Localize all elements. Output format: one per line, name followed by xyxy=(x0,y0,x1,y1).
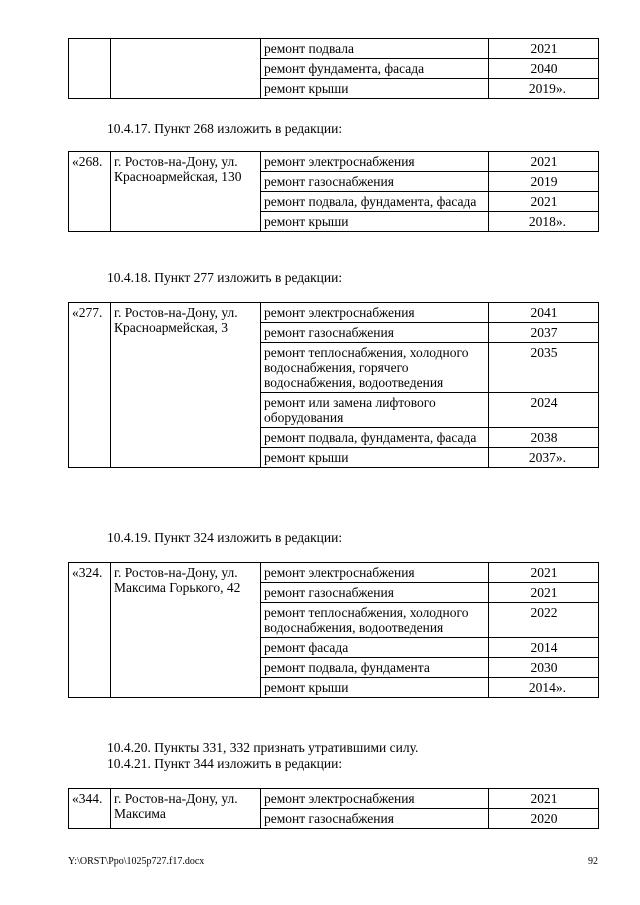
year-cell: 2038 xyxy=(489,428,599,448)
page-number: 92 xyxy=(588,856,598,867)
year-cell: 2037». xyxy=(489,448,599,468)
work-type-cell: ремонт электроснабжения xyxy=(261,152,489,172)
table-continuation xyxy=(68,38,599,99)
work-type-cell: ремонт крыши xyxy=(261,212,489,232)
work-type-cell: ремонт фасада xyxy=(261,638,489,658)
table-row xyxy=(69,39,599,59)
year-cell: 2019». xyxy=(489,79,599,99)
work-type-cell: ремонт газоснабжения xyxy=(261,323,489,343)
paragraph: 10.4.19. Пункт 324 изложить в редакции: xyxy=(107,530,343,545)
work-type-cell: ремонт теплоснабжения, холодного водоснабжения, водоотведения xyxy=(261,603,489,638)
work-type-cell: ремонт электроснабжения xyxy=(261,789,489,809)
address-cell xyxy=(111,39,261,99)
work-type-cell: ремонт крыши xyxy=(261,448,489,468)
year-cell: 2022 xyxy=(489,603,599,638)
item-number-cell: «268. xyxy=(69,152,111,232)
work-type-cell: ремонт газоснабжения xyxy=(261,583,489,603)
table-row xyxy=(69,789,599,809)
year-cell: 2021 xyxy=(489,789,599,809)
work-type-cell: ремонт фундамента, фасада xyxy=(261,59,489,79)
year-cell: 2021 xyxy=(489,152,599,172)
address-cell: г. Ростов-на-Дону, ул. Красноармейская, 3 xyxy=(111,303,261,468)
work-type-cell: ремонт подвала, фундамента xyxy=(261,658,489,678)
year-cell: 2021 xyxy=(489,563,599,583)
address-cell: г. Ростов-на-Дону, ул. Красноармейская, 130 xyxy=(111,152,261,232)
table-item-268 xyxy=(68,151,599,232)
year-cell: 2035 xyxy=(489,343,599,393)
item-number-cell xyxy=(69,39,111,99)
table-item-277 xyxy=(68,302,599,468)
table-item-324 xyxy=(68,562,599,698)
paragraph: 10.4.21. Пункт 344 изложить в редакции: xyxy=(107,756,343,771)
table-row xyxy=(69,563,599,583)
file-path: Y:\ORST\Ppo\1025p727.f17.docx xyxy=(68,856,205,867)
work-type-cell: ремонт подвала xyxy=(261,39,489,59)
address-cell: г. Ростов-на-Дону, ул. Максима Горького, 42 xyxy=(111,563,261,698)
table-row xyxy=(69,152,599,172)
year-cell: 2014 xyxy=(489,638,599,658)
work-type-cell: ремонт теплоснабжения, холодного водоснабжения, горячего водоснабжения, водоотведения xyxy=(261,343,489,393)
work-type-cell: ремонт крыши xyxy=(261,678,489,698)
item-number-cell: «344. xyxy=(69,789,111,829)
paragraph: 10.4.17. Пункт 268 изложить в редакции: xyxy=(107,121,343,136)
table-item-344 xyxy=(68,788,599,829)
work-type-cell: ремонт крыши xyxy=(261,79,489,99)
work-type-cell: ремонт подвала, фундамента, фасада xyxy=(261,192,489,212)
address-cell: г. Ростов-на-Дону, ул. Максима xyxy=(111,789,261,829)
year-cell: 2040 xyxy=(489,59,599,79)
table-row xyxy=(69,303,599,323)
year-cell: 2021 xyxy=(489,583,599,603)
paragraph: 10.4.20. Пункты 331, 332 признать утратившими силу. xyxy=(107,740,419,755)
paragraph: 10.4.18. Пункт 277 изложить в редакции: xyxy=(107,270,343,285)
year-cell: 2020 xyxy=(489,809,599,829)
year-cell: 2014». xyxy=(489,678,599,698)
year-cell: 2021 xyxy=(489,192,599,212)
year-cell: 2021 xyxy=(489,39,599,59)
year-cell: 2037 xyxy=(489,323,599,343)
item-number-cell: «324. xyxy=(69,563,111,698)
year-cell: 2030 xyxy=(489,658,599,678)
work-type-cell: ремонт подвала, фундамента, фасада xyxy=(261,428,489,448)
work-type-cell: ремонт электроснабжения xyxy=(261,563,489,583)
work-type-cell: ремонт газоснабжения xyxy=(261,172,489,192)
item-number-cell: «277. xyxy=(69,303,111,468)
work-type-cell: ремонт газоснабжения xyxy=(261,809,489,829)
year-cell: 2019 xyxy=(489,172,599,192)
year-cell: 2024 xyxy=(489,393,599,428)
work-type-cell: ремонт или замена лифтового оборудования xyxy=(261,393,489,428)
year-cell: 2041 xyxy=(489,303,599,323)
year-cell: 2018». xyxy=(489,212,599,232)
work-type-cell: ремонт электроснабжения xyxy=(261,303,489,323)
